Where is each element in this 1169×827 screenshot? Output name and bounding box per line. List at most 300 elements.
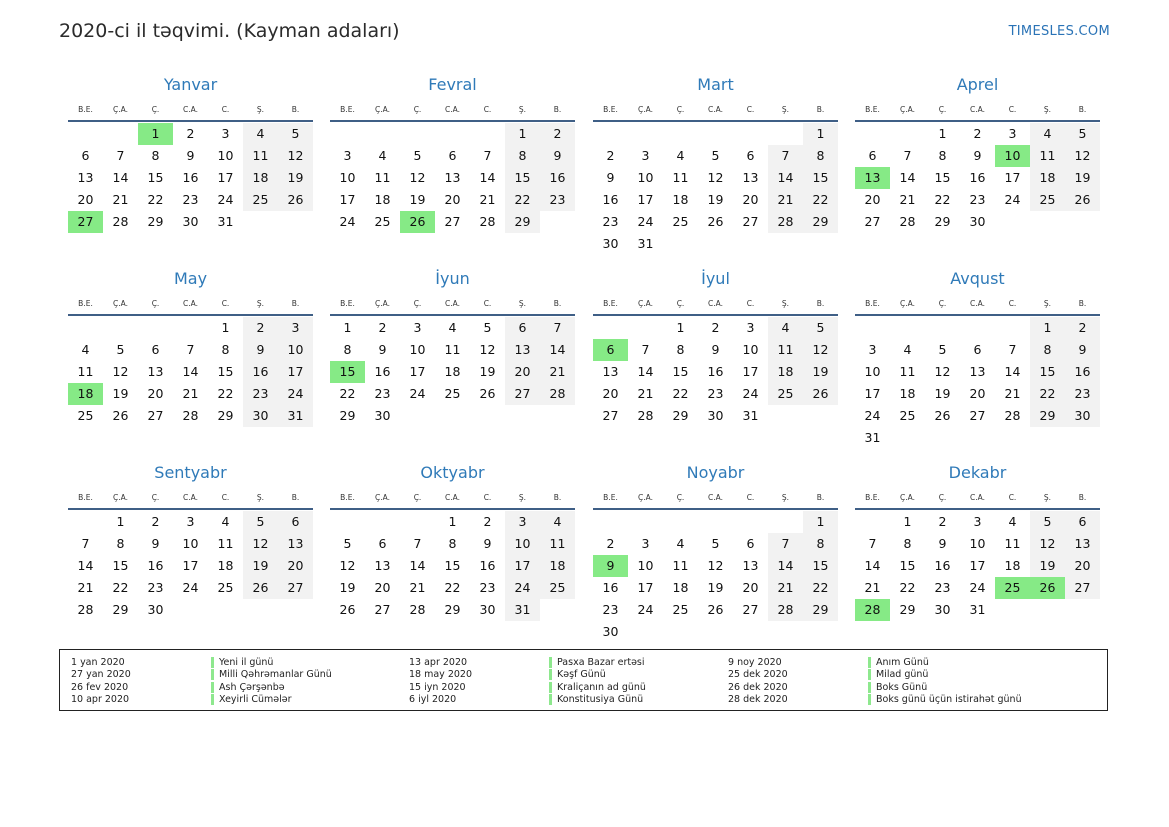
legend-date: 25 dek 2020 (728, 669, 788, 681)
holiday-day-cell: 9 (593, 555, 628, 577)
weekday-label: C.A. (969, 298, 985, 308)
day-cell: 4 (676, 148, 685, 163)
legend-date: 27 yan 2020 (71, 669, 131, 681)
empty-cell (698, 123, 733, 145)
day-cell: 19 (243, 555, 278, 577)
empty-cell (68, 317, 103, 339)
day-cell: 3 (868, 342, 877, 357)
holiday-day-cell: 15 (330, 361, 365, 383)
day-cell: 22 (147, 192, 164, 207)
day-cell: 30 (969, 214, 986, 229)
day-cell: 20 (1065, 555, 1100, 577)
day-cell: 9 (606, 170, 615, 185)
weekday-label: Ç.A. (112, 298, 128, 308)
day-cell: 27 (864, 214, 881, 229)
day-grid (855, 122, 1100, 233)
day-cell: 8 (343, 342, 352, 357)
day-cell: 17 (742, 364, 759, 379)
day-cell: 27 (742, 214, 759, 229)
day-cell: 13 (742, 170, 759, 185)
day-cell: 4 (1030, 123, 1065, 145)
day-cell: 1 (221, 320, 230, 335)
day-cell: 15 (803, 167, 838, 189)
day-cell: 11 (899, 364, 916, 379)
weekday-label: C. (1008, 298, 1017, 308)
weekday-label: C. (483, 298, 492, 308)
weekday-label: B.E. (603, 298, 618, 308)
day-cell: 3 (413, 320, 422, 335)
day-cell: 2 (378, 320, 387, 335)
day-cell: 2 (151, 514, 160, 529)
month-0 (68, 74, 313, 233)
day-cell: 26 (707, 214, 724, 229)
empty-cell (733, 123, 768, 145)
empty-cell (768, 123, 803, 145)
day-cell: 3 (221, 126, 230, 141)
day-cell: 28 (1004, 408, 1021, 423)
holiday-day-cell: 13 (855, 167, 890, 189)
empty-cell (365, 511, 400, 533)
weekday-label: B. (291, 104, 300, 114)
weekday-label: Ç. (151, 492, 160, 502)
day-cell: 25 (444, 386, 461, 401)
day-cell: 15 (217, 364, 234, 379)
day-cell: 4 (903, 342, 912, 357)
day-cell: 26 (803, 383, 838, 405)
weekday-label: C. (221, 492, 230, 502)
weekday-label: Ç. (676, 298, 685, 308)
day-cell: 31 (637, 236, 654, 251)
weekday-label: B. (1078, 104, 1087, 114)
weekday-label: B.E. (340, 298, 355, 308)
day-cell: 11 (1030, 145, 1065, 167)
day-cell: 7 (768, 533, 803, 555)
day-cell: 7 (413, 536, 422, 551)
day-cell: 4 (540, 511, 575, 533)
day-cell: 23 (147, 580, 164, 595)
legend-item (409, 669, 646, 682)
day-cell: 28 (637, 408, 654, 423)
day-cell: 10 (182, 536, 199, 551)
holiday-day-cell: 26 (400, 211, 435, 233)
day-cell: 14 (1004, 364, 1021, 379)
day-cell: 29 (339, 408, 356, 423)
day-cell: 13 (147, 364, 164, 379)
weekday-header (330, 486, 575, 510)
day-cell: 12 (243, 533, 278, 555)
months-grid (68, 74, 1102, 644)
month-name: May (173, 269, 208, 288)
weekday-label: Ç. (413, 298, 422, 308)
empty-cell (103, 317, 138, 339)
day-cell: 10 (339, 170, 356, 185)
day-grid (68, 510, 313, 621)
day-cell: 2 (1065, 317, 1100, 339)
weekday-label: Ç. (151, 298, 160, 308)
holiday-day-cell: 28 (855, 599, 890, 621)
day-cell: 22 (899, 580, 916, 595)
day-cell: 24 (339, 214, 356, 229)
day-cell: 25 (540, 577, 575, 599)
month-1 (330, 74, 575, 233)
day-cell: 17 (505, 555, 540, 577)
weekday-header (330, 292, 575, 316)
legend-holiday-name: Pasxa Bazar ertəsi (549, 657, 645, 668)
day-cell: 12 (112, 364, 129, 379)
day-cell: 7 (641, 342, 650, 357)
legend-holiday-name: Xeyirli Cümələr (211, 694, 292, 705)
weekday-label: B.E. (865, 298, 880, 308)
day-cell: 25 (243, 189, 278, 211)
empty-cell (855, 123, 890, 145)
legend-date: 28 dek 2020 (728, 694, 788, 706)
day-cell: 20 (602, 386, 619, 401)
weekday-label: C. (221, 298, 230, 308)
day-cell: 5 (803, 317, 838, 339)
day-cell: 20 (444, 192, 461, 207)
day-cell: 19 (112, 386, 129, 401)
day-cell: 12 (409, 170, 426, 185)
day-cell: 11 (672, 558, 689, 573)
weekday-label: C. (746, 104, 755, 114)
weekday-label: C. (221, 104, 230, 114)
weekday-label: Ç. (413, 104, 422, 114)
day-cell: 19 (1065, 167, 1100, 189)
legend-date: 18 may 2020 (409, 669, 473, 681)
day-cell: 22 (112, 580, 129, 595)
day-cell: 4 (378, 148, 387, 163)
day-cell: 22 (934, 192, 951, 207)
day-cell: 14 (479, 170, 496, 185)
weekday-label: B.E. (603, 104, 618, 114)
day-cell: 4 (221, 514, 230, 529)
day-cell: 12 (707, 558, 724, 573)
day-cell: 15 (505, 167, 540, 189)
month-name: Yanvar (163, 75, 218, 94)
day-grid (855, 510, 1100, 621)
weekday-label: B.E. (78, 492, 93, 502)
day-cell: 9 (151, 536, 160, 551)
weekday-label: B. (816, 298, 825, 308)
weekday-label: B.E. (340, 492, 355, 502)
day-cell: 16 (969, 170, 986, 185)
day-cell: 3 (186, 514, 195, 529)
day-cell: 3 (746, 320, 755, 335)
day-cell: 1 (903, 514, 912, 529)
day-cell: 27 (969, 408, 986, 423)
day-cell: 1 (938, 126, 947, 141)
month-11 (855, 462, 1100, 621)
day-cell: 5 (483, 320, 492, 335)
day-cell: 17 (278, 361, 313, 383)
day-cell: 30 (147, 602, 164, 617)
day-cell: 5 (711, 148, 720, 163)
day-cell: 30 (182, 214, 199, 229)
weekday-label: Ç.A. (374, 298, 390, 308)
empty-cell (925, 317, 960, 339)
day-cell: 7 (1008, 342, 1017, 357)
legend-item (71, 681, 332, 694)
empty-cell (173, 317, 208, 339)
day-cell: 25 (899, 408, 916, 423)
legend-item (71, 669, 332, 682)
legend-item (409, 656, 646, 669)
legend-holiday-name: Milli Qəhrəmanlar Günü (211, 669, 332, 680)
day-cell: 13 (969, 364, 986, 379)
weekday-header (68, 486, 313, 510)
weekday-label: Ç. (151, 104, 160, 114)
weekday-label: Ş. (256, 492, 265, 502)
day-cell: 25 (1030, 189, 1065, 211)
day-cell: 17 (637, 580, 654, 595)
weekday-label: Ş. (781, 298, 790, 308)
empty-cell (435, 123, 470, 145)
day-cell: 27 (742, 602, 759, 617)
day-cell: 12 (934, 364, 951, 379)
day-cell: 24 (864, 408, 881, 423)
holiday-legend (59, 649, 1108, 711)
empty-cell (593, 511, 628, 533)
day-cell: 23 (182, 192, 199, 207)
day-cell: 7 (186, 342, 195, 357)
day-cell: 15 (672, 364, 689, 379)
day-cell: 8 (803, 145, 838, 167)
weekday-label: C.A. (182, 298, 198, 308)
weekday-label: Ç.A. (637, 492, 653, 502)
day-cell: 29 (934, 214, 951, 229)
day-cell: 19 (1030, 555, 1065, 577)
weekday-label: Ç.A. (899, 104, 915, 114)
day-cell: 4 (81, 342, 90, 357)
day-cell: 17 (182, 558, 199, 573)
day-cell: 21 (899, 192, 916, 207)
day-cell: 28 (899, 214, 916, 229)
day-cell: 15 (1030, 361, 1065, 383)
month-4 (68, 268, 313, 427)
weekday-label: B. (816, 104, 825, 114)
day-cell: 26 (243, 577, 278, 599)
empty-cell (330, 511, 365, 533)
day-cell: 14 (540, 339, 575, 361)
day-cell: 24 (278, 383, 313, 405)
day-cell: 29 (505, 211, 540, 233)
day-cell: 2 (540, 123, 575, 145)
legend-column (409, 656, 646, 706)
weekday-label: C.A. (444, 104, 460, 114)
day-cell: 23 (479, 580, 496, 595)
day-cell: 12 (278, 145, 313, 167)
day-cell: 8 (1030, 339, 1065, 361)
weekday-label: Ç. (938, 298, 947, 308)
legend-item (71, 694, 332, 707)
day-cell: 13 (77, 170, 94, 185)
weekday-label: C. (1008, 104, 1017, 114)
day-cell: 15 (803, 555, 838, 577)
day-cell: 13 (742, 558, 759, 573)
day-cell: 22 (803, 189, 838, 211)
empty-cell (593, 123, 628, 145)
day-cell: 16 (182, 170, 199, 185)
day-cell: 27 (602, 408, 619, 423)
legend-holiday-name: Kraliçanın ad günü (549, 682, 646, 693)
legend-date: 1 yan 2020 (71, 656, 125, 668)
legend-column (71, 656, 332, 706)
weekday-label: C.A. (444, 492, 460, 502)
day-cell: 27 (444, 214, 461, 229)
month-name: İyul (701, 269, 730, 288)
day-cell: 3 (641, 536, 650, 551)
day-cell: 6 (1065, 511, 1100, 533)
month-name: Oktyabr (420, 463, 485, 482)
day-cell: 24 (182, 580, 199, 595)
day-cell: 26 (479, 386, 496, 401)
day-cell: 20 (505, 361, 540, 383)
day-cell: 25 (77, 408, 94, 423)
day-cell: 23 (540, 189, 575, 211)
legend-item (71, 656, 332, 669)
day-cell: 9 (711, 342, 720, 357)
legend-holiday-name: Yeni il günü (211, 657, 273, 668)
month-name: Sentyabr (154, 463, 227, 482)
empty-cell (995, 317, 1030, 339)
empty-cell (855, 511, 890, 533)
weekday-label: B.E. (603, 492, 618, 502)
weekday-header (855, 98, 1100, 122)
day-cell: 16 (602, 580, 619, 595)
legend-date: 6 iyl 2020 (409, 694, 457, 706)
day-cell: 6 (278, 511, 313, 533)
day-cell: 18 (1030, 167, 1065, 189)
day-cell: 8 (903, 536, 912, 551)
day-cell: 24 (217, 192, 234, 207)
day-cell: 23 (374, 386, 391, 401)
day-cell: 17 (1004, 170, 1021, 185)
empty-cell (890, 123, 925, 145)
weekday-label: C.A. (707, 492, 723, 502)
day-cell: 12 (1065, 145, 1100, 167)
day-cell: 16 (147, 558, 164, 573)
day-cell: 3 (505, 511, 540, 533)
weekday-label: B. (291, 492, 300, 502)
day-cell: 11 (77, 364, 94, 379)
weekday-label: Ç. (676, 492, 685, 502)
legend-holiday-name: Milad günü (868, 669, 928, 680)
legend-date: 10 apr 2020 (71, 694, 130, 706)
weekday-label: B.E. (340, 104, 355, 114)
day-cell: 29 (217, 408, 234, 423)
weekday-label: C.A. (444, 298, 460, 308)
day-cell: 31 (505, 599, 540, 621)
day-cell: 10 (278, 339, 313, 361)
day-cell: 29 (1030, 405, 1065, 427)
weekday-label: Ş. (1043, 298, 1052, 308)
day-cell: 1 (1030, 317, 1065, 339)
legend-date: 13 apr 2020 (409, 656, 468, 668)
day-cell: 24 (505, 577, 540, 599)
day-cell: 18 (444, 364, 461, 379)
month-name: Avqust (950, 269, 1005, 288)
day-cell: 16 (243, 361, 278, 383)
day-cell: 13 (505, 339, 540, 361)
day-cell: 12 (1030, 533, 1065, 555)
brand-link[interactable]: TIMESLES.COM (1008, 24, 1110, 39)
day-cell: 17 (637, 192, 654, 207)
weekday-label: B.E. (78, 104, 93, 114)
month-7 (855, 268, 1100, 449)
empty-cell (663, 123, 698, 145)
weekday-label: Ç. (413, 492, 422, 502)
month-5 (330, 268, 575, 427)
legend-holiday-name: Kəşf Günü (549, 669, 606, 680)
day-cell: 8 (803, 533, 838, 555)
holiday-day-cell: 10 (995, 145, 1030, 167)
day-cell: 6 (151, 342, 160, 357)
day-cell: 8 (505, 145, 540, 167)
day-cell: 22 (217, 386, 234, 401)
day-cell: 11 (217, 536, 234, 551)
day-cell: 20 (969, 386, 986, 401)
weekday-label: Ç. (938, 492, 947, 502)
day-cell: 15 (899, 558, 916, 573)
month-name: Mart (697, 75, 734, 94)
day-cell: 19 (339, 580, 356, 595)
page-title: 2020-ci il təqvimi. (Kayman adaları) (59, 20, 400, 42)
legend-date: 9 noy 2020 (728, 656, 782, 668)
day-cell: 21 (182, 386, 199, 401)
day-cell: 3 (1008, 126, 1017, 141)
day-cell: 29 (444, 602, 461, 617)
month-name: Dekabr (948, 463, 1007, 482)
day-cell: 25 (768, 383, 803, 405)
day-cell: 19 (803, 361, 838, 383)
day-cell: 2 (711, 320, 720, 335)
day-cell: 18 (540, 555, 575, 577)
day-grid (855, 316, 1100, 449)
weekday-label: B. (816, 492, 825, 502)
day-cell: 1 (803, 123, 838, 145)
day-cell: 30 (934, 602, 951, 617)
day-cell: 16 (707, 364, 724, 379)
day-cell: 17 (339, 192, 356, 207)
day-cell: 21 (112, 192, 129, 207)
day-cell: 2 (186, 126, 195, 141)
day-cell: 8 (676, 342, 685, 357)
day-cell: 24 (742, 386, 759, 401)
weekday-label: Ç.A. (112, 492, 128, 502)
legend-holiday-name: Boks Günü (868, 682, 927, 693)
weekday-label: B. (1078, 298, 1087, 308)
day-cell: 20 (77, 192, 94, 207)
weekday-label: C. (746, 492, 755, 502)
weekday-label: Ş. (256, 104, 265, 114)
day-cell: 1 (343, 320, 352, 335)
day-cell: 31 (278, 405, 313, 427)
day-cell: 16 (374, 364, 391, 379)
empty-cell (733, 511, 768, 533)
weekday-label: Ç. (676, 104, 685, 114)
legend-holiday-name: Konstitusiya Günü (549, 694, 643, 705)
day-cell: 2 (483, 514, 492, 529)
day-cell: 11 (672, 170, 689, 185)
day-cell: 8 (221, 342, 230, 357)
day-cell: 12 (479, 342, 496, 357)
day-cell: 26 (112, 408, 129, 423)
day-cell: 12 (707, 170, 724, 185)
day-cell: 7 (868, 536, 877, 551)
weekday-label: C.A. (969, 492, 985, 502)
weekday-label: C. (483, 104, 492, 114)
day-cell: 23 (707, 386, 724, 401)
